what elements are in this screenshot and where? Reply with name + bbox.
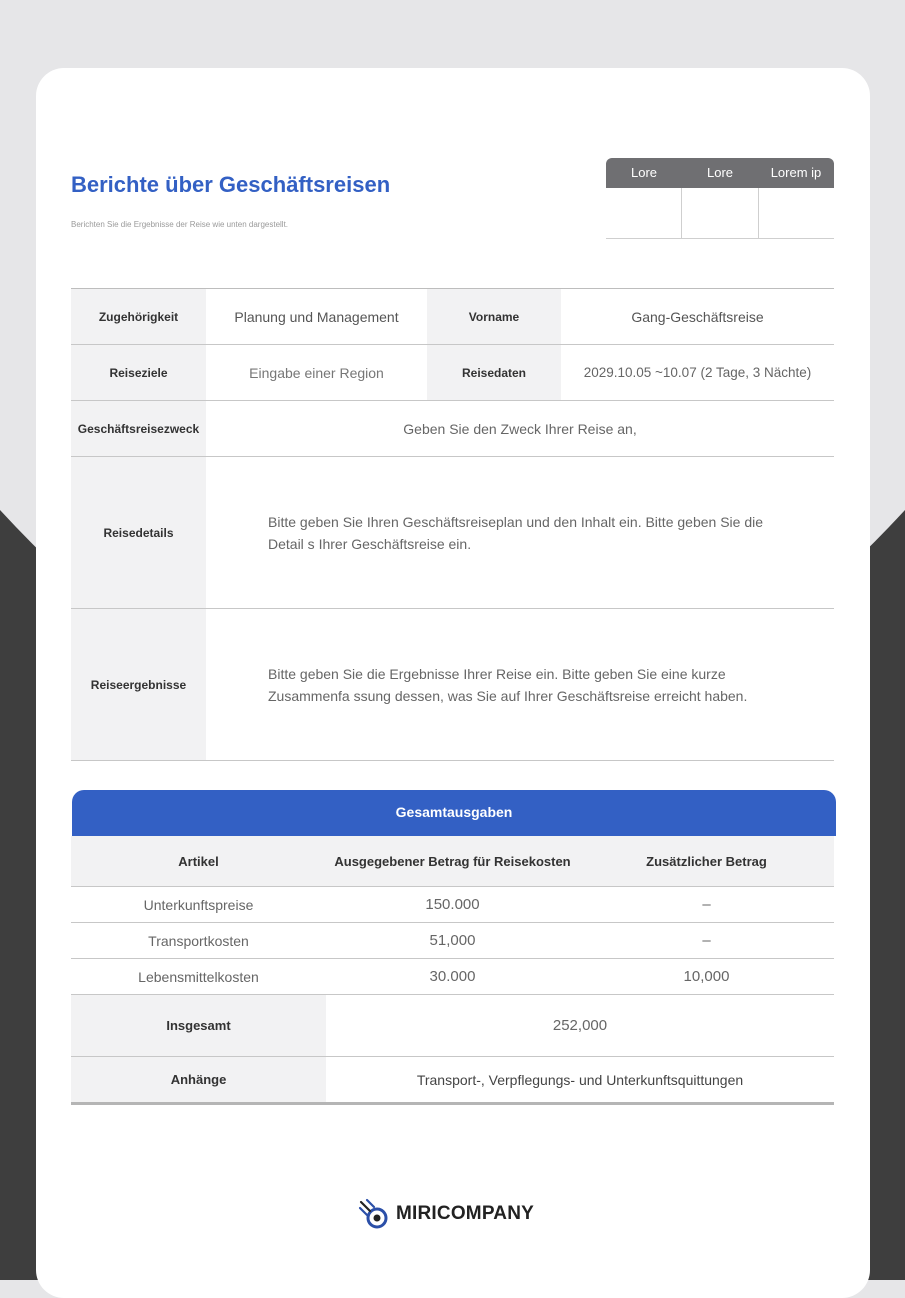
approval-column-3: Lorem ip <box>770 165 822 180</box>
info-row <box>71 609 834 761</box>
total-row <box>71 995 834 1057</box>
column-header-amount: Ausgegebener Betrag für Reisekosten <box>334 853 571 869</box>
purpose-value[interactable]: Geben Sie den Zweck Ihrer Reise an, <box>403 420 637 437</box>
approval-box <box>606 158 834 240</box>
table-row <box>71 959 834 995</box>
affiliation-value[interactable]: Planung und Management <box>234 308 399 325</box>
destination-value[interactable]: Eingabe einer Region <box>249 364 384 381</box>
info-row <box>71 345 834 401</box>
page-title: Berichte über Geschäftsreisen <box>71 172 391 197</box>
approval-cell[interactable] <box>759 188 834 238</box>
approval-header <box>606 158 834 188</box>
approval-cell[interactable] <box>606 188 682 238</box>
info-table <box>71 288 834 761</box>
row-item: Unterkunftspreise <box>143 896 254 913</box>
purpose-label: Geschäftsreisezweck <box>71 401 206 456</box>
row-amount[interactable]: 150.000 <box>425 896 480 913</box>
firstname-label: Vorname <box>427 289 561 344</box>
info-row <box>71 401 834 457</box>
info-row <box>71 457 834 609</box>
table-row <box>71 887 834 923</box>
affiliation-label: Zugehörigkeit <box>71 289 206 344</box>
dates-value[interactable]: 2029.10.05 ~10.07 (2 Tage, 3 Nächte) <box>583 365 812 380</box>
approval-column-1: Lore <box>630 165 658 180</box>
attachments-value[interactable]: Transport-, Verpflegungs- und Unterkunftsquittungen <box>416 1071 744 1088</box>
expenses-title: Gesamtausgaben <box>72 790 836 836</box>
row-amount[interactable]: 30.000 <box>429 968 476 985</box>
page-subtitle: Berichten Sie die Ergebnisse der Reise wie unten dargestellt. <box>71 220 289 229</box>
row-extra[interactable]: – <box>702 932 711 949</box>
approval-signature-cells <box>606 188 834 239</box>
row-extra[interactable]: 10,000 <box>683 968 730 985</box>
approval-cell[interactable] <box>682 188 758 238</box>
table-row <box>71 923 834 959</box>
destination-label: Reiseziele <box>71 345 206 400</box>
attachments-row <box>71 1057 834 1105</box>
row-item: Transportkosten <box>148 932 249 949</box>
expenses-table <box>71 836 834 1105</box>
info-row <box>71 289 834 345</box>
expenses-header-row <box>71 836 834 887</box>
row-item: Lebensmittelkosten <box>138 968 259 985</box>
column-header-extra: Zusätzlicher Betrag <box>646 853 767 869</box>
company-logo <box>358 1198 534 1230</box>
logo-icon <box>358 1198 390 1230</box>
details-label: Reisedetails <box>71 457 206 608</box>
row-extra[interactable]: – <box>702 896 711 913</box>
details-value[interactable]: Bitte geben Sie Ihren Geschäftsreiseplan und den Inhalt ein. Bitte geben Sie die Detail s Ihrer Geschäftsreise ein. <box>268 513 764 552</box>
row-amount[interactable]: 51,000 <box>429 932 476 949</box>
results-value[interactable]: Bitte geben Sie die Ergebnisse Ihrer Reise ein. Bitte geben Sie eine kurze Zusammenfa ssung dessen, was Sie auf Ihrer Geschäftsreise erreicht haben. <box>268 665 748 704</box>
approval-column-2: Lore <box>706 165 734 180</box>
firstname-value[interactable]: Gang-Geschäftsreise <box>631 308 764 325</box>
attachments-label: Anhänge <box>71 1057 326 1102</box>
results-label: Reiseergebnisse <box>71 609 206 760</box>
total-label: Insgesamt <box>71 995 326 1056</box>
column-header-item: Artikel <box>178 853 219 869</box>
total-value[interactable]: 252,000 <box>552 1017 608 1034</box>
company-name: MIRICOMPANY <box>396 1203 535 1224</box>
dates-label: Reisedaten <box>427 345 561 400</box>
